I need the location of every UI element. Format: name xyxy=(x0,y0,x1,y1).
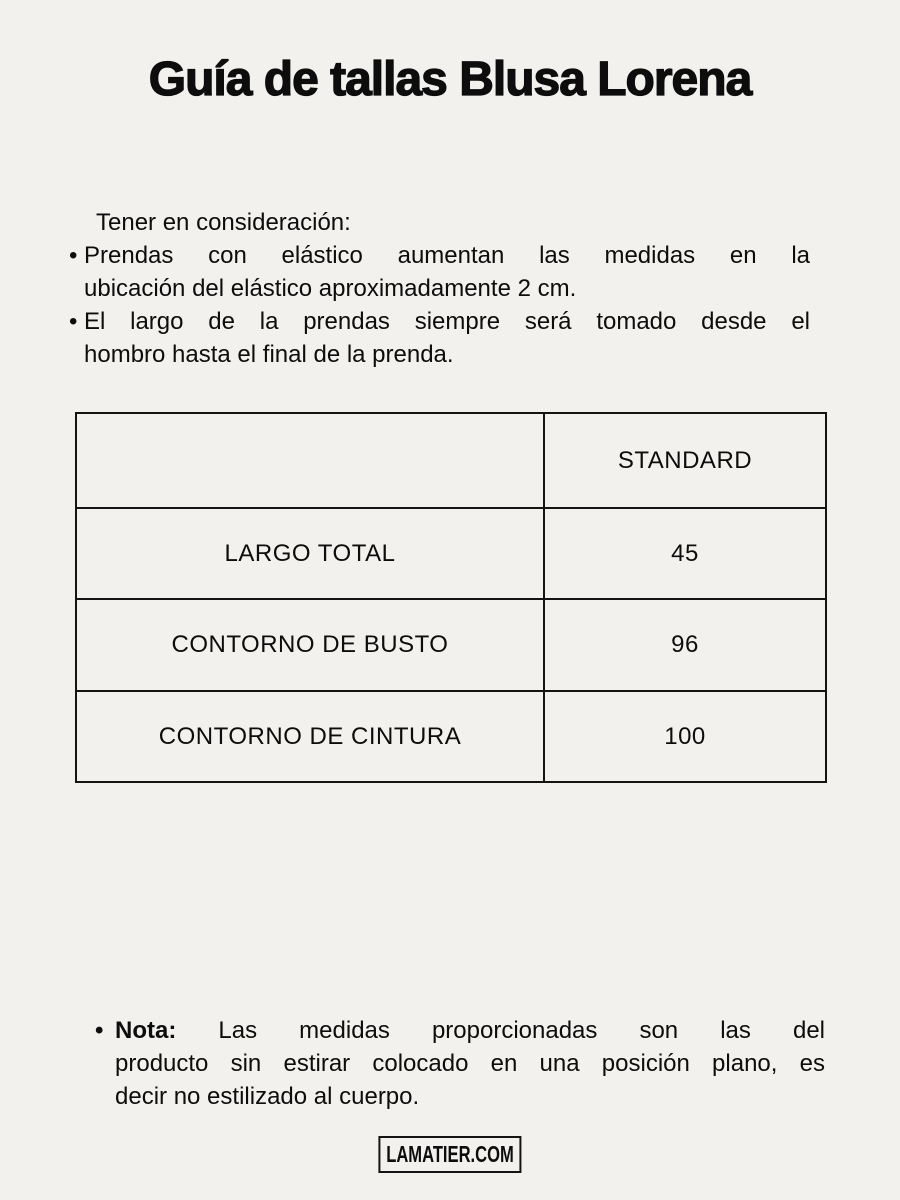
row-value-contorno-cintura: 100 xyxy=(544,691,826,782)
row-value-largo-total: 45 xyxy=(544,508,826,599)
consideration-item xyxy=(84,305,810,371)
consideration-line: • El largo de la prendas siempre será tomado desde el xyxy=(84,308,810,335)
row-label-contorno-cintura: CONTORNO DE CINTURA xyxy=(76,691,544,782)
row-label-contorno-busto: CONTORNO DE BUSTO xyxy=(76,599,544,691)
note-line: decir no estilizado al cuerpo. xyxy=(115,1083,420,1110)
page-title: Guía de tallas Blusa Lorena xyxy=(148,53,752,106)
brand-box xyxy=(378,1136,521,1173)
consideration-line: • Prendas con elástico aumentan las medidas en la xyxy=(84,242,810,269)
note-section xyxy=(115,1014,825,1113)
consideration-item xyxy=(84,239,810,305)
note-line xyxy=(115,1014,825,1047)
table-corner-cell xyxy=(76,413,544,508)
table-row-largo-total xyxy=(76,508,826,599)
table-column-header-standard: STANDARD xyxy=(544,413,826,508)
note-line: producto sin estirar colocado en una posición plano, es xyxy=(115,1050,825,1077)
table-row-contorno-cintura xyxy=(76,691,826,782)
note-label: Nota: xyxy=(115,1017,177,1044)
table-header-row xyxy=(76,413,826,508)
note-text-start: Las medidas proporcionadas son las del xyxy=(218,1017,825,1044)
row-label-largo-total: LARGO TOTAL xyxy=(76,508,544,599)
consideration-line: ubicación del elástico aproximadamente 2 cm. xyxy=(84,275,577,302)
considerations-section xyxy=(84,206,810,371)
brand-text: LAMATIER.COM xyxy=(386,1141,514,1167)
consideration-line: hombro hasta el final de la prenda. xyxy=(84,341,454,368)
row-value-contorno-busto: 96 xyxy=(544,599,826,691)
size-table xyxy=(75,412,827,783)
table-row-contorno-busto xyxy=(76,599,826,691)
considerations-heading: Tener en consideración: xyxy=(96,209,351,236)
